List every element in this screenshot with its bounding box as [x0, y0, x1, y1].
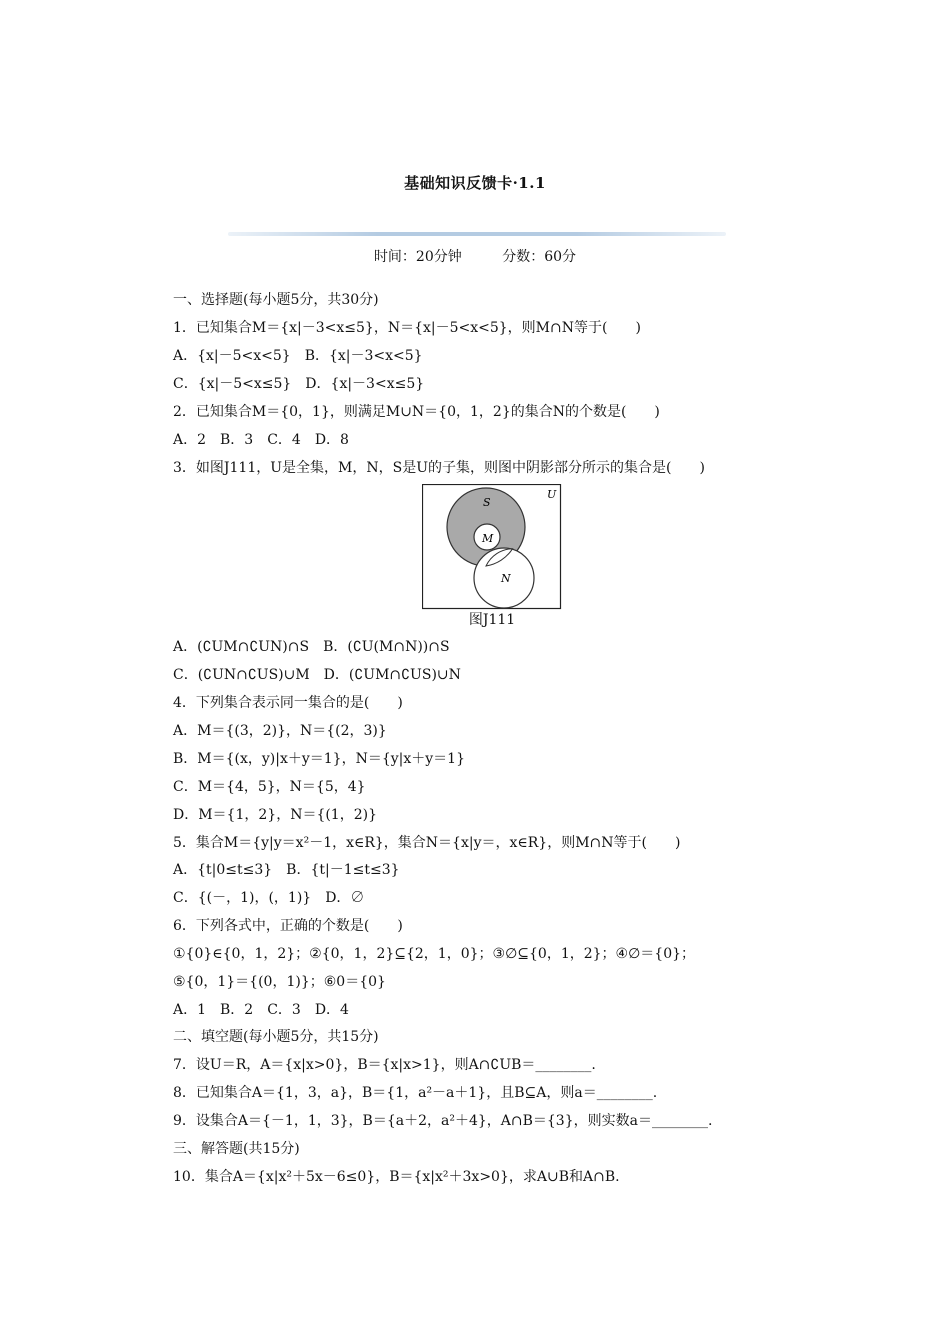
question-6: 6．下列各式中，正确的个数是( ) — [173, 918, 403, 934]
label-s: S — [483, 496, 491, 509]
question-1: 1．已知集合M＝{x|－3<x≤5}，N＝{x|－5<x<5}，则M∩N等于( ) — [173, 320, 641, 336]
question-2-options: A．2 B．3 C．4 D．8 — [173, 432, 349, 448]
question-9: 9．设集合A＝{－1，1，3}，B＝{a＋2，a²＋4}，A∩B＝{3}，则实数a＝________. — [173, 1113, 713, 1129]
total-score: 分数：60分 — [502, 249, 577, 265]
figure-caption: 图J111 — [468, 612, 516, 628]
page-title: 基础知识反馈卡·1.1 — [404, 174, 546, 192]
section-heading-choice: 一、选择题(每小题5分，共30分) — [173, 292, 379, 308]
time-score-info — [0, 246, 950, 266]
question-5-options-cd: C．{(－，1)，(，1)} D．∅ — [173, 890, 365, 906]
question-3: 3．如图J111，U是全集，M，N，S是U的子集，则图中阴影部分所示的集合是( ) — [173, 460, 705, 476]
question-4-option-a: A．M＝{(3，2)}，N＝{(2，3)} — [173, 723, 387, 739]
question-7: 7．设U＝R，A＝{x|x>0}，B＝{x|x>1}，则A∩∁UB＝________. — [173, 1057, 596, 1073]
question-8: 8．已知集合A＝{1，3，a}，B＝{1，a²－a＋1}，且B⊆A，则a＝________. — [173, 1085, 658, 1101]
section-heading-answer: 三、解答题(共15分) — [173, 1141, 300, 1157]
question-3-options-ab: A．(∁UM∩∁UN)∩S B．(∁U(M∩N))∩S — [173, 639, 450, 655]
question-3-options-cd: C．(∁UN∩∁US)∪M D．(∁UM∩∁US)∪N — [173, 667, 461, 683]
question-6-statements-2: ⑤{0，1}＝{(0，1)}；⑥0＝{0} — [173, 974, 386, 990]
question-6-options: A．1 B．2 C．3 D．4 — [173, 1002, 349, 1018]
title-divider — [228, 232, 726, 236]
question-1-options-cd: C．{x|－5<x≤5} D．{x|－3<x≤5} — [173, 376, 425, 392]
question-6-statements-1: ①{0}∈{0，1，2}；②{0，1，2}⊆{2，1，0}；③∅⊆{0，1，2}；④∅＝{0}； — [173, 946, 696, 962]
question-1-options-ab: A．{x|－5<x<5} B．{x|－3<x<5} — [173, 348, 423, 364]
question-5: 5．集合M＝{y|y＝x²－1，x∈R}，集合N＝{x|y＝，x∈R}，则M∩N等于( ) — [173, 835, 681, 851]
question-5-options-ab: A．{t|0≤t≤3} B．{t|－1≤t≤3} — [173, 862, 400, 878]
question-4-option-c: C．M＝{4，5}，N＝{5，4} — [173, 779, 366, 795]
label-m: M — [482, 532, 494, 545]
label-n: N — [501, 572, 511, 585]
label-u: U — [547, 488, 557, 501]
question-4: 4．下列集合表示同一集合的是( ) — [173, 695, 403, 711]
question-4-option-b: B．M＝{(x，y)|x＋y＝1}，N＝{y|x＋y＝1} — [173, 751, 465, 767]
time-limit: 时间：20分钟 — [373, 249, 462, 265]
section-heading-fill: 二、填空题(每小题5分，共15分) — [173, 1029, 379, 1045]
question-2: 2．已知集合M＝{0，1}，则满足M∪N＝{0，1，2}的集合N的个数是( ) — [173, 404, 660, 420]
question-10: 10．集合A＝{x|x²＋5x－6≤0}，B＝{x|x²＋3x>0}，求A∪B和A∩B. — [173, 1169, 620, 1185]
question-4-option-d: D．M＝{1，2}，N＝{(1，2)} — [173, 807, 377, 823]
venn-diagram — [422, 484, 562, 610]
